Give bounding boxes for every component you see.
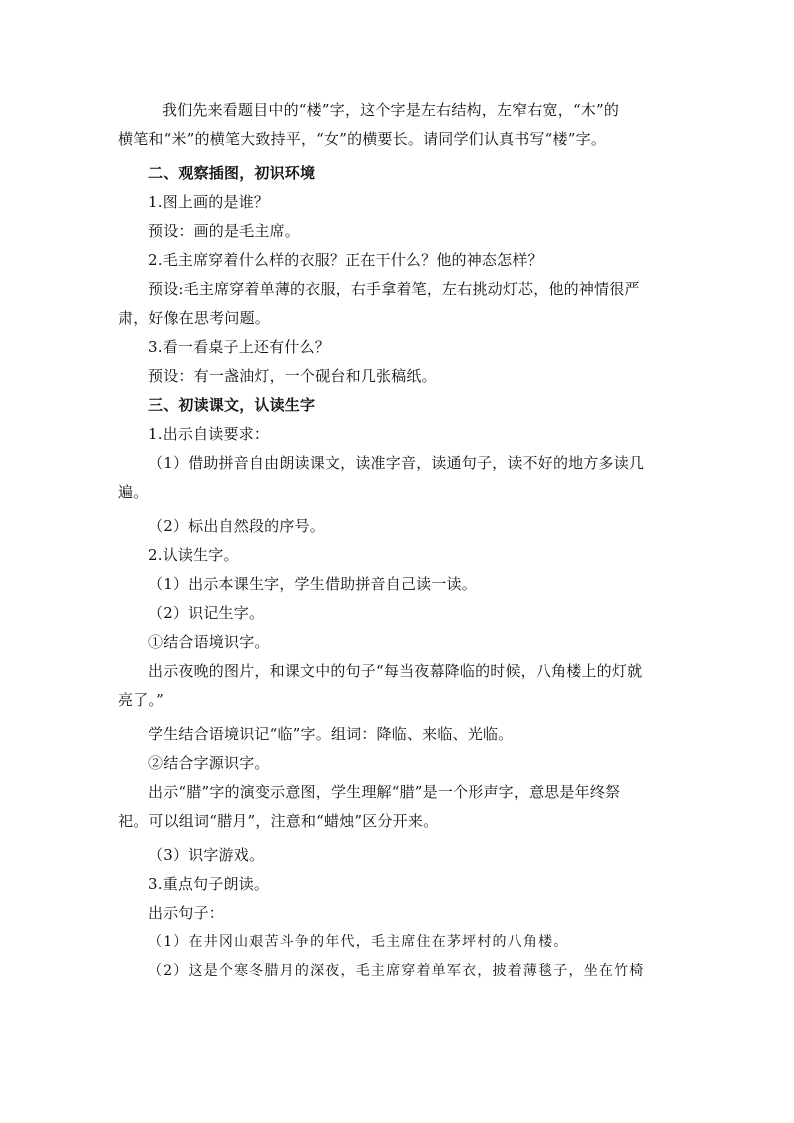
- requirement-line: （2）标出自然段的序号。: [148, 517, 325, 535]
- question-line: 2.毛主席穿着什么样的衣服？正在干什么？他的神态怎样？: [148, 251, 543, 269]
- section-heading: 二、观察插图，初识环境: [148, 164, 316, 182]
- method-line: ②结合字源识字。: [148, 754, 270, 772]
- step-line: 1.出示自读要求：: [148, 425, 270, 443]
- sub-step-line: （2）识记生字。: [148, 604, 265, 622]
- paragraph-line: 出示“腊”字的演变示意图，学生理解“腊”是一个形声字，意思是年终祭: [148, 783, 621, 801]
- answer-line: 预设：有一盏油灯，一个砚台和几张稿纸。: [148, 367, 437, 385]
- paragraph-line: 我们先来看题目中的“楼”字，这个字是左右结构，左窄右宽，“木”的: [162, 101, 620, 119]
- sub-step-line: （1）出示本课生字，学生借助拼音自己读一读。: [148, 575, 477, 593]
- step-line: 2.认读生字。: [148, 546, 239, 564]
- sub-step-line: （3）识字游戏。: [148, 846, 265, 864]
- paragraph-line: 出示句子：: [148, 904, 225, 922]
- section-heading: 三、初读课文，认读生字: [148, 396, 316, 414]
- document-page: [118, 96, 678, 986]
- quoted-sentence: （1）在井冈山艰苦斗争的年代，毛主席住在茅坪村的八角楼。: [148, 934, 569, 950]
- method-line: ①结合语境识字。: [148, 633, 270, 651]
- quoted-sentence: （2）这是个寒冬腊月的深夜，毛主席穿着单军衣，披着薄毯子，坐在竹椅: [148, 963, 645, 979]
- answer-line: 预设：画的是毛主席。: [148, 222, 301, 240]
- requirement-line: （1）借助拼音自由朗读课文，读准字音，读通句子，读不好的地方多读几: [148, 454, 645, 472]
- answer-line: 肃，好像在思考问题。: [118, 309, 271, 327]
- paragraph-line: 亮了。”: [118, 691, 164, 709]
- paragraph-line: 学生结合语境识记“临”字。组词：降临、来临、光临。: [148, 725, 514, 743]
- paragraph-line: 出示夜晚的图片，和课文中的句子“每当夜幕降临的时候，八角楼上的灯就: [148, 662, 643, 680]
- paragraph-line: 祀。可以组词“腊月”，注意和“蜡烛”区分开来。: [118, 812, 439, 830]
- paragraph-line: 横笔和“米”的横笔大致持平，“女”的横要长。请同学们认真书写“楼”字。: [118, 130, 607, 148]
- answer-line: 预设:毛主席穿着单薄的衣服，右手拿着笔，左右挑动灯芯，他的神情很严: [148, 280, 640, 298]
- question-line: 1.图上画的是谁？: [148, 193, 270, 211]
- step-line: 3.重点句子朗读。: [148, 875, 270, 893]
- question-line: 3.看一看桌子上还有什么？: [148, 338, 330, 356]
- requirement-line: 遍。: [118, 483, 149, 501]
